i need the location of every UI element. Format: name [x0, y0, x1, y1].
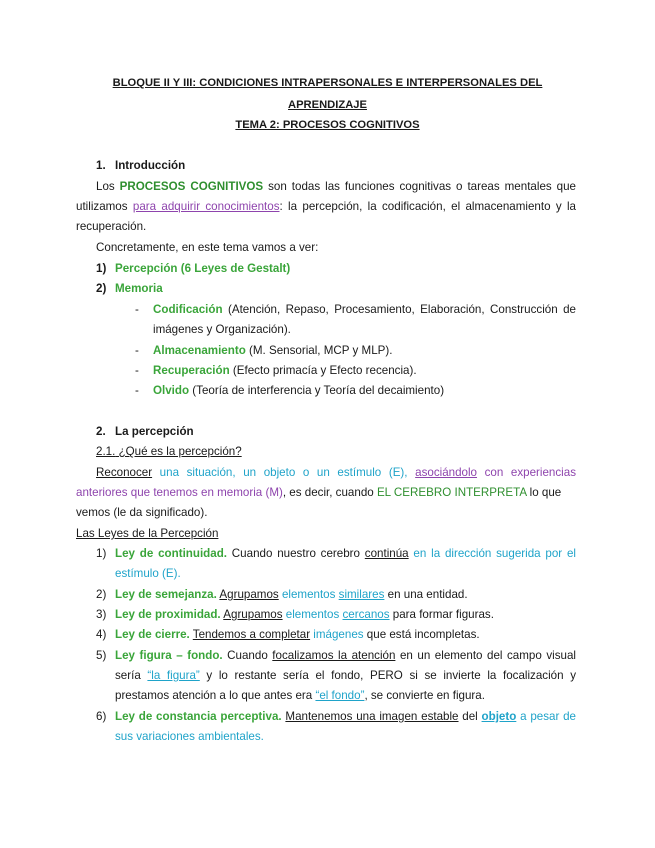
- law-cierre: Ley de cierre. Tendemos a completar imágenes que está incompletas.: [115, 628, 480, 641]
- section-1-title: Introducción: [115, 159, 186, 172]
- section-2-number: 2.: [96, 425, 106, 438]
- sub-item-dash: -: [135, 344, 139, 357]
- law-number: 3): [96, 608, 107, 621]
- sub-item-codificacion-line2: imágenes y Organización).: [153, 323, 291, 336]
- sub-item-dash: -: [135, 384, 139, 397]
- intro-line-2: utilizamos para adquirir conocimientos: la percepción, la codificación, el almacenamiento y la: [76, 200, 576, 213]
- intro-line-1: Los PROCESOS COGNITIVOS son todas las funciones cognitivas o tareas mentales que: [96, 180, 577, 193]
- sub-item-recuperacion: Recuperación (Efecto primacía y Efecto recencia).: [153, 364, 417, 377]
- law-number: 6): [96, 710, 107, 723]
- law-figura-fondo-line2: sería “la figura” y lo restante sería el fondo, PERO si se invierte la focalización y: [115, 669, 576, 682]
- law-proximidad: Ley de proximidad. Agrupamos elementos cercanos para formar figuras.: [115, 608, 494, 621]
- definition-line-2: anteriores que tenemos en memoria (M), es decir, cuando EL CEREBRO INTERPRETA lo que: [76, 486, 562, 499]
- law-continuidad: Ley de continuidad. Cuando nuestro cerebro continúa en la dirección sugerida por el: [115, 547, 576, 560]
- law-figura-fondo-line3: prestamos atención a lo que antes era “el fondo”, se convierte en figura.: [115, 689, 485, 702]
- sub-item-codificacion: Codificación (Atención, Repaso, Procesamiento, Elaboración, Construcción de: [153, 303, 576, 316]
- sub-item-almacenamiento: Almacenamiento (M. Sensorial, MCP y MLP).: [153, 344, 393, 357]
- law-constancia: Ley de constancia perceptiva. Mantenemos una imagen estable del objeto a pesar de: [115, 710, 576, 723]
- sub-item-dash: -: [135, 364, 139, 377]
- highlight-phrase: para adquirir conocimientos: [132, 200, 280, 213]
- law-number: 1): [96, 547, 107, 560]
- law-number: 4): [96, 628, 107, 641]
- law-continuidad-line2: estímulo (E).: [115, 567, 181, 580]
- list-item-2-number: 2): [96, 282, 107, 295]
- header-line-1: BLOQUE II Y III: CONDICIONES INTRAPERSONALES E INTERPERSONALES DEL: [112, 77, 543, 89]
- header-line-2: APRENDIZAJE: [288, 99, 367, 111]
- definition-line-1: Reconocer una situación, un objeto o un estímulo (E), asociándolo con experiencias: [96, 466, 576, 479]
- list-item-1: Percepción (6 Leyes de Gestalt): [115, 262, 291, 275]
- list-item-1-number: 1): [96, 262, 107, 275]
- subsection-2-1: 2.1. ¿Qué es la percepción?: [96, 445, 242, 458]
- list-item-2: Memoria: [115, 282, 163, 295]
- section-1-number: 1.: [96, 159, 106, 172]
- sub-item-dash: -: [135, 303, 139, 316]
- header-line-3: TEMA 2: PROCESOS COGNITIVOS: [235, 119, 420, 131]
- law-number: 5): [96, 649, 107, 662]
- law-semejanza: Ley de semejanza. Agrupamos elementos similares en una entidad.: [115, 588, 468, 601]
- laws-heading: Las Leyes de la Percepción: [76, 527, 219, 540]
- law-figura-fondo: Ley figura – fondo. Cuando focalizamos la atención en un elemento del campo visual: [115, 649, 576, 662]
- sub-item-olvido: Olvido (Teoría de interferencia y Teoría del decaimiento): [153, 384, 445, 397]
- section-2-title: La percepción: [115, 425, 194, 438]
- intro-line-4: Concretamente, en este tema vamos a ver:: [96, 241, 319, 254]
- intro-line-3: recuperación.: [76, 220, 147, 233]
- law-constancia-line2: sus variaciones ambientales.: [115, 730, 264, 743]
- definition-line-3: vemos (le da significado).: [76, 506, 208, 519]
- law-number: 2): [96, 588, 107, 601]
